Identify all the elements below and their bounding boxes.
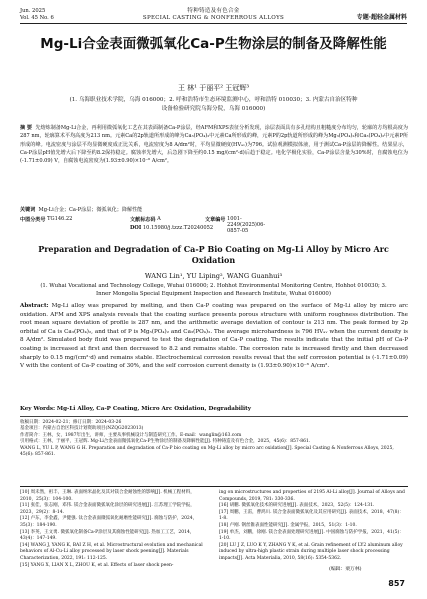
keywords-cn: Mg-Li合金；Ca-P涂层；微弧氧化；降解性能: [38, 207, 143, 213]
doc-code-value: A: [157, 216, 161, 222]
issue-volume: Vol. 45 No. 6: [20, 15, 54, 21]
english-keywords: [20, 406, 408, 412]
references-rule: [20, 486, 408, 487]
references-left: [20, 490, 208, 569]
received-date: 收稿日期：2024-02-21；修订日期：2024-03-26: [20, 420, 122, 425]
footnotes: [20, 420, 408, 458]
citation-en: WANG L, YU L P, WANG G H. Preparation and degradation of Ca-P bio coating on Mg-Li alloy by micro arc oxidation[J]. Special Casting & Nonferrous Alloys, 2025, 45(6): 857-861.: [20, 445, 394, 458]
footnote-rule: [20, 416, 408, 417]
keywords-en: Mg-Li Alloy, Ca-P Coating, Micro Arc Oxidation, Degradability: [56, 406, 252, 412]
header-rule: [20, 23, 407, 24]
issue-date: Jun. 2025: [20, 8, 46, 14]
chinese-abstract: [20, 124, 408, 212]
reference-item: [11] 张佳，张志刚，邓伟. 镁合金表面微弧氧化涂层的研究进展[J]. 江苏理工学院学报，2023，29(2)：8-14.: [20, 503, 195, 515]
chinese-authors: 王 林¹ 于丽平² 王冠辉³: [177, 84, 250, 92]
clc-value: TG146.22: [47, 216, 73, 222]
reference-item: [16] 胡鹏. 微弧氧化技术的研究进展[J]. 表面技术，2023，52(5)：124-131.: [219, 503, 375, 509]
english-affiliations: (1. Wuhai Vocational and Technology College, Wuhai 016000; 2. Hohhot Environmental Monitoring Centre, Hohhot 010030; 3. Inner Mongolia Special Equipment Inspection and Research Institute, Wuhai 016000): [40, 283, 387, 297]
editor-note: (编辑：栗万林): [329, 567, 362, 572]
doc-code-label: 文献标志码: [130, 217, 156, 223]
keywords-label-en: Key Words:: [20, 406, 56, 412]
english-abstract: [20, 302, 408, 371]
article-no-label: 文章编号: [205, 217, 226, 223]
doi-value[interactable]: 10.15980/j.tzzz.T20240052: [142, 225, 214, 231]
reference-item: [13] 李英，王文勇. 微弧氧化制备Ca-P涂层及其腐蚀性能研究[J]. 热加工工艺，2014，43(4)：147-149.: [20, 529, 195, 542]
reference-item: [20] LU J Z, LUO K Y, ZHANG Y K, et al. Grain refinement of LY2 aluminum alloy induced by ultra-high plastic strain during multiple laser shock processing impacts[J]. Acta Materialia, 2010, 58(16): 5354-5362.: [219, 542, 403, 561]
section-label: 专题·超轻金属材料: [356, 14, 407, 21]
affil-line-1: (1. 乌海职业技术学院，乌海 016000；2. 呼和浩特市生态环境监测中心，呼和浩特 010030；3. 内蒙古自治区特种: [69, 97, 358, 103]
english-authors: WANG Lin¹, YU Liping², WANG Guanhui³: [144, 272, 283, 280]
doi-label: DOI: [130, 225, 142, 231]
reference-item: [12] 卢东，李金鑫，尹健强. 钛合金表面微弧氧化耐磨性能研究[J]. 腐蚀与防护，2024，35(3)：184-190.: [20, 516, 198, 528]
abstract-label-cn: 摘 要: [20, 125, 33, 131]
page-number: 857: [388, 579, 405, 588]
chinese-affiliations: [62, 96, 365, 114]
keywords-label-cn: 关键词: [20, 207, 36, 213]
chinese-title: Mg-Li合金表面微弧氧化Ca-P生物涂层的制备及降解性能: [40, 36, 387, 52]
reference-item: ing on microstructures and properties of 2195 Al-Li alloy[J]. Journal of Alloys and Compounds, 2019, 781: 330-336.: [219, 490, 405, 502]
english-title: Preparation and Degradation of Ca-P Bio Coating on Mg-Li Alloy by Micro Arc Oxidation: [38, 244, 389, 265]
affil-line-2: 设备检验研究院乌海分院，乌海 016000): [161, 106, 266, 112]
reference-item: [10] 周未然，祖丰，王琳. 表面纳米晶化及其对镁合金耐蚀性的影响[J]. 机械工程材料，2010，25(3)：104-100.: [20, 490, 195, 502]
reference-item: [19] 单杰，刘鹏，徐刚. 镁合金表面处理研究进展[J]. 中国腐蚀与防护学报，2021，41(5)：1-10.: [219, 529, 404, 542]
abstract-text-cn: 先熔炼制备Mg-Li合金，再利用微弧氧化工艺在其表面制备Ca-P涂层，经AFM和XPS表征分析发现，涂层表面具有多孔结构且粗糙度分布均匀，轮廓的方均根高度为287 nm，轮廓算术平均高度为213 nm。元素Ca的2p轨道所形成的峰为Ca₃(PO₄)₂中元素Ca所形成的峰，元素P的2p轨道所形成的峰为Mg₃(PO₄)₂和Ca₃(PO₄)₂中元素P所形成的峰。电流密度与涂层平均显微硬度成正比关系，电流密度为8 A/dm²时，平均显微硬度(HVₐᵥ)为796。试验观测模拟体液，用于测试Ca-P涂层的降解性。结果显示，Ca-P涂层pH值先增大后下降至约8.2保持稳定。腐蚀率先增大，后急剧下降至约0.15 mg/(cm²·d)后趋于稳定。电化学极化实验，Ca-P涂层含量为30%时，自腐蚀电位为(-1.71±0.09) V，自腐蚀电流密度为(1.93±0.90)×10⁻⁶ A/cm²。: [20, 125, 408, 165]
chinese-keywords: [20, 206, 408, 214]
article-no-value: 1001-2249(2025)06-0857-05: [227, 216, 266, 234]
abstract-label-en: Abstract:: [20, 303, 49, 309]
reference-item: [15] YANG X, LIAN X L, ZHOU K, et al. Effects of laser shock peen-: [20, 562, 174, 568]
clc-label: 中图分类号: [20, 217, 46, 223]
reference-item: [17] 周鹏，王雷，曹鸿川. 镁合金表面微弧氧化及其应用研究[J]. 表面技术，2018，47(8)：1-8.: [219, 509, 404, 522]
fund-info: 基金项目：内蒙古自治区科技计划资助项目(NZQG2023013): [20, 426, 144, 432]
reference-item: [14] WANG J, YANG K, BAI Z H, et al. Microstructural evolution and mechanical behaviors of Al-Cu-Li alloy processed by laser shock peening[J]. Materials Characterization, 2022, 191: 112-125.: [20, 542, 203, 561]
abstract-text-en: Mg-Li alloy was prepared by melting, and then Ca-P coating was prepared on the surface of Mg-Li alloy by micro arc oxidation. AFM and XPS analysis reveals that the coating surface presents porous structure with uniform roughness distribution. The root mean square deviation of profile is 287 nm, and the arithmetic average deviation of contour is 213 nm. The peak formed by 2p orbital of Ca is Ca₃(PO₄)₂, and that of P is Mg₃(PO₄)₂ and Ca₃(PO₄)₂. The average microhardness is 796 HVₐᵥ when the current density is 8 A/dm². Simulated body fluid was prepared to test the degradation of Ca-P coating. The results indicate that the initial pH of Ca-P coating is increased at first and then decreased to 8.2 and remains stable. The corrosion rate is increased firstly and then decreased sharply to 0.15 mg/(cm²·d) and remains stable. Electrochemical corrosion results reveal that the self corrosion potential is (-1.71±0.09) V with the content of Ca-P coating of 30%, and the self corrosion current density is (1.93±0.90)×10⁻⁶ A/cm².: [20, 303, 408, 370]
reference-item: [18] 卢刚. 钢丝锥表面性能研究[J]. 金属学报，2015，51(3)：1-10.: [219, 522, 357, 528]
journal-name-cn: 特种铸造及有色合金: [187, 8, 240, 14]
journal-name-en: SPECIAL CASTING & NONFERROUS ALLOYS: [142, 15, 285, 21]
author-bio: 作者简介：王林，女，1987年出生，讲师，主要从事机械设计与制造研究工作。E-mail：wanglin@163.com: [20, 432, 242, 438]
citation-cn: 引用格式：王林，于丽平，王冠辉. Mg-Li合金表面微弧氧化Ca-P生物涂层的制备及降解性能[J]. 特种铸造及有色合金，2025，45(6)：857-861.: [20, 439, 311, 445]
references-right: [219, 490, 408, 563]
